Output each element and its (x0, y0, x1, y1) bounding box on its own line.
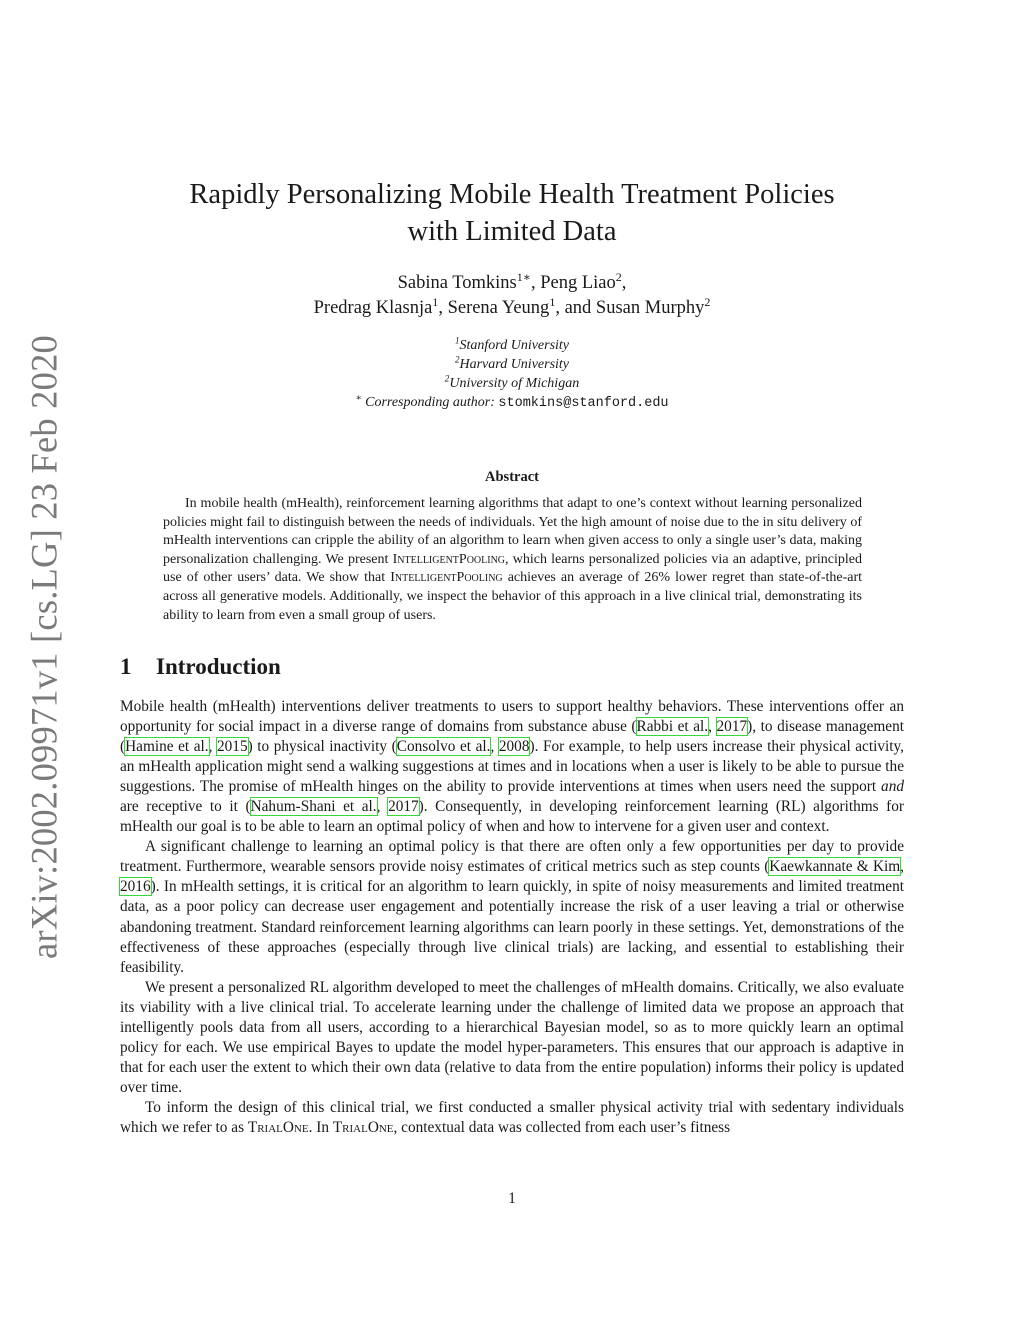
author-name: Peng Liao (540, 273, 616, 293)
text-run: ). For example, to help users increase their physical activity, an mHealth application might send a walking suggestions at times and in locations when a user is likely to be able to pursue the suggestions. The promise of mHealth hinges on the ability to provide interventions at times when users need the support (120, 738, 904, 796)
page-number: 1 (508, 1190, 516, 1207)
abstract-part: In mobile health (mHealth), reinforcement learning algorithms that adapt to one’s context without learning personalized policies might fail to distinguish between the needs of individuals. Yet the high amount of noise due to the in situ delivery of mHealth interventions can cripple the ability of an algorithm to learn when given access to only a single user’s data, making personalization challenging. We present (163, 496, 862, 567)
text-run: are receptive to it ( (120, 798, 251, 816)
affiliation-mark: 2 (454, 354, 460, 365)
author-list: Sabina Tomkins$^{1∗}$, Peng Liao$^2$, Predrag Klasnja$^1$, Serena Yeung$^1$, and Susan Murphy$^2$ (313, 269, 711, 318)
author-name: Susan Murphy (595, 298, 705, 318)
trial-name: TrialOne (247, 1118, 309, 1136)
citation-link[interactable]: 2017 (388, 798, 419, 816)
text-run: ). In mHealth settings, it is critical for an algorithm to learn quickly, in spite of noisy measurements and limited treatment data, as a poor policy can decrease user engagement and potentially increase the risk of a user leaving a trial or otherwise abandoning treatment. Standard reinforcement learning algorithms can learn poorly in these settings. Yet, demonstrations of the effectiveness of these approaches (especially through live clinical trials) are lacking, and essential to establishing their feasibility. (120, 878, 904, 976)
introduction-body (120, 697, 904, 1138)
text-run: ), to disease management ( (120, 718, 904, 756)
affiliation (120, 336, 904, 355)
section-heading (120, 654, 281, 680)
affiliation-name: Stanford University (459, 338, 570, 353)
affiliation-list (120, 336, 904, 413)
abstract-part: achieves an average of 26% lower regret than state-of-the-art across all generative models. Additionally, we inspect the behavior of this approach in a live clinical trial, demonstrating its ability to learn from even a small group of users. (163, 570, 863, 623)
paragraph: Mobile health (mHealth) interventions deliver treatments to users to support healthy behaviors. These interventions offer an opportunity for social impact in a diverse range of domains from substance abuse (Rabbi et al., 2017), to disease management (Hamine et al., 2015) to physical inactivity (Consolvo et al., 2008). For example, to help users increase their physical activity, an mHealth application might send a walking suggestions at times and in locations when a user is likely to be able to pursue the suggestions. The promise of mHealth hinges on the ability to provide interventions at times when users need the support and are receptive to it (Nahum-Shani et al., 2017). Consequently, in developing reinforcement learning (RL) algorithms for mHealth our goal is to be able to learn an optimal policy of when and how to intervene for a given user and context. (120, 698, 905, 836)
affiliation (120, 355, 904, 374)
method-name: IntelligentPooling (390, 570, 503, 586)
affiliation-mark: 2 (444, 373, 450, 384)
paragraph (120, 1098, 904, 1138)
section-title: Introduction (156, 654, 281, 679)
citation-link[interactable]: 2017 (716, 718, 748, 736)
author-mark: 2 (615, 269, 622, 284)
citation-link[interactable]: 2016 (120, 878, 151, 896)
affiliation-mark: 1 (454, 335, 460, 346)
author-name: Predrag Klasnja (313, 298, 433, 318)
text-run: Mobile health (mHealth) interventions deliver treatments to users to support healthy behaviors. These interventions offer an opportunity for social impact in a diverse range of domains from substance abuse ( (120, 698, 904, 736)
text-run: To inform the design of this clinical trial, we first conducted a smaller physical activity trial with sedentary individuals which we refer to as (120, 1098, 904, 1136)
text-run: ). Consequently, in developing reinforcement learning (RL) algorithms for mHealth our goal is to be able to learn an optimal policy of when and how to intervene for a given user and context. (120, 798, 905, 836)
affiliation-name: University of Michigan (449, 376, 580, 391)
corresponding-author (120, 393, 904, 413)
corresponding-label: Corresponding author: (365, 395, 495, 410)
section-number: 1 (120, 654, 132, 679)
method-name: IntelligentPooling (392, 551, 506, 567)
emphasis: and (881, 778, 904, 796)
author-mark: 2 (704, 294, 711, 309)
author-conjunction: and (564, 298, 592, 318)
corresponding-mark: ∗ (355, 392, 362, 403)
trial-name: TrialOne (332, 1118, 394, 1136)
title-line-1: Rapidly Personalizing Mobile Health Treatment Policies (189, 179, 835, 210)
author-name: Serena Yeung (447, 298, 550, 318)
citation-link[interactable]: 2015 (217, 738, 248, 756)
text-run: A significant challenge to learning an optimal policy is that there are often only a few opportunities per day to provide treatment. Furthermore, wearable sensors provide noisy estimates of critical metrics such as step counts ( (120, 838, 904, 876)
citation-link[interactable]: Nahum-Shani et al. (250, 798, 377, 816)
arxiv-stamp (14, 335, 74, 959)
text-run: , contextual data was collected from each user’s fitness (393, 1118, 731, 1136)
text-run: . In (308, 1118, 329, 1136)
abstract-text (163, 495, 862, 625)
citation-link[interactable]: Consolvo et al. (396, 738, 491, 756)
citation-link[interactable]: Hamine et al. (125, 738, 209, 756)
corresponding-email[interactable]: stomkins@stanford.edu (498, 396, 669, 411)
text-run: ) to physical inactivity ( (247, 738, 397, 756)
author-name: Sabina Tomkins (397, 273, 517, 293)
citation-link[interactable]: Rabbi et al. (636, 718, 709, 736)
author-mark: 1 (549, 294, 556, 309)
arxiv-identifier: arXiv:2002.09971v1 [cs.LG] 23 Feb 2020 (23, 335, 65, 959)
paragraph: We present a personalized RL algorithm developed to meet the challenges of mHealth domains. Critically, we also evaluate its viability with a live clinical trial. To accelerate learning under the challenge of limited data we propose an approach that intelligently pools data from all users, according to a hierarchical Bayesian model, so as to more quickly learn an optimal policy for each. We use empirical Bayes to update the model hyper-parameters. This ensures that our approach is adaptive in that for each user the extent to which their own data (relative to data from the entire population) informs their policy is updated over time. (120, 978, 904, 1096)
citation-link[interactable]: Kaewkannate & Kim (769, 858, 901, 876)
author-mark: 1∗ (516, 269, 531, 284)
affiliation-name: Harvard University (459, 357, 570, 372)
citation-link[interactable]: 2008 (498, 738, 530, 756)
title-line-2: with Limited Data (407, 216, 617, 247)
abstract-part: , which learns personalized policies via an adaptive, principled use of other users’ data. We show that (163, 551, 863, 586)
paragraph: A significant challenge to learning an optimal policy is that there are often only a few opportunities per day to provide treatment. Furthermore, wearable sensors provide noisy estimates of critical metrics such as step counts (Kaewkannate & Kim, 2016). In mHealth settings, it is critical for an algorithm to learn quickly, in spite of noisy measurements and limited treatment data, as a poor policy can decrease user engagement and potentially increase the risk of a user leaving a trial or otherwise abandoning treatment. Standard reinforcement learning algorithms can learn poorly in these settings. Yet, demonstrations of the effectiveness of these approaches (especially through live clinical trials) are lacking, and essential to establishing their feasibility. (120, 838, 904, 976)
paper-title (120, 176, 904, 250)
affiliation (120, 374, 904, 393)
author-mark: 1 (432, 294, 439, 309)
abstract-heading: Abstract (485, 469, 539, 485)
